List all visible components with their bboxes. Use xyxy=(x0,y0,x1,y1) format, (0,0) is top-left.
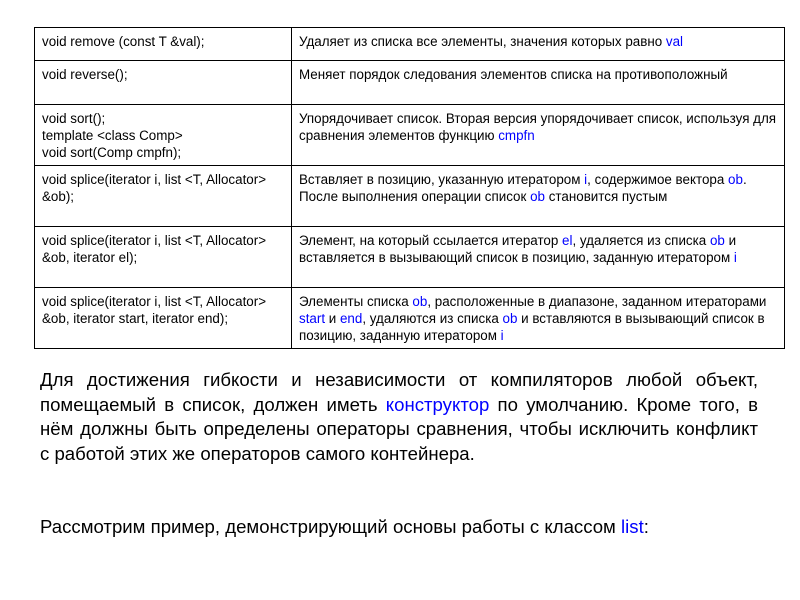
text-run: Рассмотрим пример, демонстрирующий основы работы с классом xyxy=(40,516,622,537)
text-run: . После выполнения операции список xyxy=(299,172,747,204)
highlighted-term: i xyxy=(500,328,504,343)
method-signature xyxy=(35,227,292,288)
text-run: Меняет порядок следования элементов списка на противоположный xyxy=(299,67,728,82)
text-run: , удаляется из списка xyxy=(572,233,710,248)
table-row xyxy=(35,227,785,288)
methods-table xyxy=(34,27,785,349)
method-description xyxy=(292,105,785,166)
signature-line: void sort(); xyxy=(42,111,106,126)
text-run: становится пустым xyxy=(545,189,668,204)
signature-line: void reverse(); xyxy=(42,67,128,82)
table-row xyxy=(35,166,785,227)
highlighted-term: i xyxy=(584,172,588,187)
signature-line: void splice(iterator i, list <T, Allocator> &ob, iterator start, iterator end); xyxy=(42,294,267,326)
method-description xyxy=(292,288,785,349)
text-run: Вставляет в позицию, указанную итератором xyxy=(299,172,585,187)
table-row xyxy=(35,288,785,349)
highlighted-term: list xyxy=(621,516,644,537)
highlighted-term: el xyxy=(562,233,573,248)
text-run: Удаляет из списка все элементы, значения которых равно xyxy=(299,34,666,49)
table-row xyxy=(35,105,785,166)
method-description xyxy=(292,166,785,227)
table-row xyxy=(35,61,785,105)
highlighted-term: val xyxy=(665,34,684,49)
text-run: Для достижения гибкости и независимости от компиляторов любой объект, помещаемый в список, должен иметь xyxy=(40,369,758,415)
highlighted-term: cmpfn xyxy=(498,128,535,143)
method-signature xyxy=(35,288,292,349)
highlighted-term: i xyxy=(733,250,737,265)
highlighted-term: ob xyxy=(709,233,725,248)
text-run: , удаляются из списка xyxy=(362,311,503,326)
text-run: Упорядочивает список. Вторая версия упорядочивает список, используя для сравнения элементов функцию xyxy=(299,111,777,143)
text-run: , содержимое вектора xyxy=(587,172,729,187)
highlighted-term: start xyxy=(299,311,326,326)
signature-line: template <class Comp> xyxy=(42,128,183,143)
method-description xyxy=(292,61,785,105)
signature-line: void splice(iterator i, list <T, Allocator> &ob); xyxy=(42,172,267,204)
method-signature xyxy=(35,166,292,227)
text-run: по умолчанию. Кроме того, в нём должны быть определены операторы сравнения, чтобы исключить конфликт с работой этих же операторов самого контейнера. xyxy=(40,393,758,464)
highlighted-term: конструктор xyxy=(385,393,490,415)
method-description xyxy=(292,227,785,288)
text-run: Элементы списка xyxy=(299,294,413,309)
text-run: Элемент, на который ссылается итератор xyxy=(299,233,563,248)
highlighted-term: ob xyxy=(530,189,545,204)
body-paragraph-constructor xyxy=(40,368,758,466)
text-run: и вставляется в вызывающий список в позицию, заданную итератором xyxy=(299,233,737,265)
body-paragraph-example xyxy=(40,515,758,540)
table-row xyxy=(35,28,785,61)
signature-line: void remove (const T &val); xyxy=(42,34,205,49)
highlighted-term: end xyxy=(339,311,363,326)
signature-line: void splice(iterator i, list <T, Allocator> &ob, iterator el); xyxy=(42,233,267,265)
text-run: и xyxy=(325,311,340,326)
text-run: , расположенные в диапазоне, заданном итераторами xyxy=(427,294,767,309)
highlighted-term: ob xyxy=(412,294,428,309)
highlighted-term: ob xyxy=(502,311,518,326)
text-run: : xyxy=(643,516,649,537)
method-description xyxy=(292,28,785,61)
text-run: и вставляются в вызывающий список в позицию, заданную итератором xyxy=(299,311,765,343)
highlighted-term: ob xyxy=(728,172,743,187)
method-signature xyxy=(35,105,292,166)
signature-line: void sort(Comp cmpfn); xyxy=(42,145,182,160)
method-signature xyxy=(35,61,292,105)
method-signature xyxy=(35,28,292,61)
